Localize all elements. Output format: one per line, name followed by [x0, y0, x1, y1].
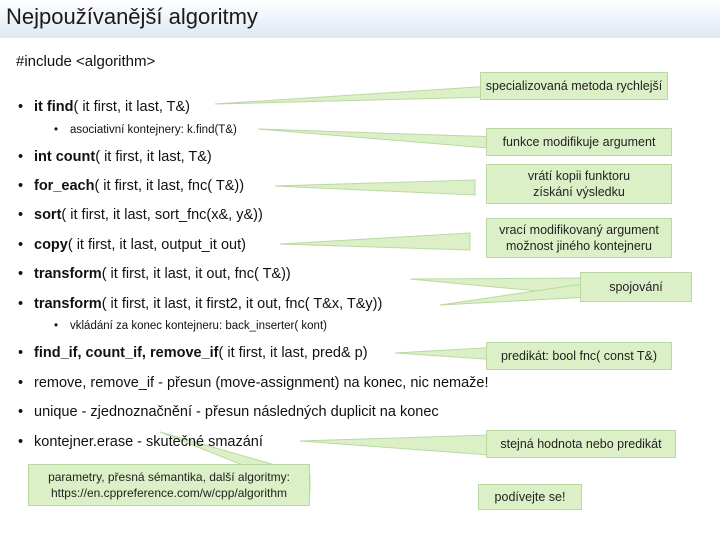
bullet-sort: • sort( it first, it last, sort_fnc(x&, y&)) [18, 207, 263, 223]
bullet-remove: • remove, remove_if - přesun (move-assignment) na konec, nic nemaže! [18, 375, 489, 391]
subbullet-assoc-find: • asociativní kontejnery: k.find(T&) [54, 124, 237, 136]
callout-predicate: predikát: bool fnc( const T&) [486, 342, 672, 370]
bullet-unique: • unique - zjednoznačnění - přesun následných duplicit na konec [18, 404, 439, 420]
callout-modifies-arg: funkce modifikuje argument [486, 128, 672, 156]
bullet-find: • it find( it first, it last, T&) [18, 99, 191, 115]
callout-functor-copy: vrátí kopii funktoru získání výsledku [486, 164, 672, 204]
bullet-transform-binary: • transform( it first, it last, it first2, it out, fnc( T&x, T&y)) [18, 296, 383, 312]
slide-title: Nejpoužívanější algoritmy [6, 4, 258, 29]
include-line: #include <algorithm> [16, 53, 156, 70]
bullet-count: • int count( it first, it last, T&) [18, 149, 212, 165]
bullet-copy: • copy( it first, it last, output_it out) [18, 237, 246, 253]
connector-7 [395, 347, 500, 360]
connector-2 [258, 129, 500, 149]
bullet-transform: • transform( it first, it last, it out, fnc( T&)) [18, 266, 291, 282]
connector-1 [215, 86, 492, 104]
callout-reference: parametry, přesná sémantika, další algoritmy: https://en.cppreference.com/w/cpp/algorithm [28, 464, 310, 506]
connector-8 [300, 435, 490, 455]
subbullet-back-inserter: • vkládání za konec kontejneru: back_inserter( kont) [54, 320, 327, 332]
connector-3 [275, 180, 475, 195]
callout-joining: spojování [580, 272, 692, 302]
callout-modified-arg: vrací modifikovaný argument možnost jiného kontejneru [486, 218, 672, 258]
bullet-for-each: • for_each( it first, it last, fnc( T&)) [18, 178, 245, 194]
bullet-erase: • kontejner.erase - skutečné smazání [18, 434, 263, 450]
callout-specialized: specializovaná metoda rychlejší [480, 72, 668, 100]
bullet-find-if: • find_if, count_if, remove_if( it first, it last, pred& p) [18, 345, 368, 361]
connector-4 [280, 233, 470, 250]
callout-same-value: stejná hodnota nebo predikát [486, 430, 676, 458]
callout-look: podívejte se! [478, 484, 582, 510]
